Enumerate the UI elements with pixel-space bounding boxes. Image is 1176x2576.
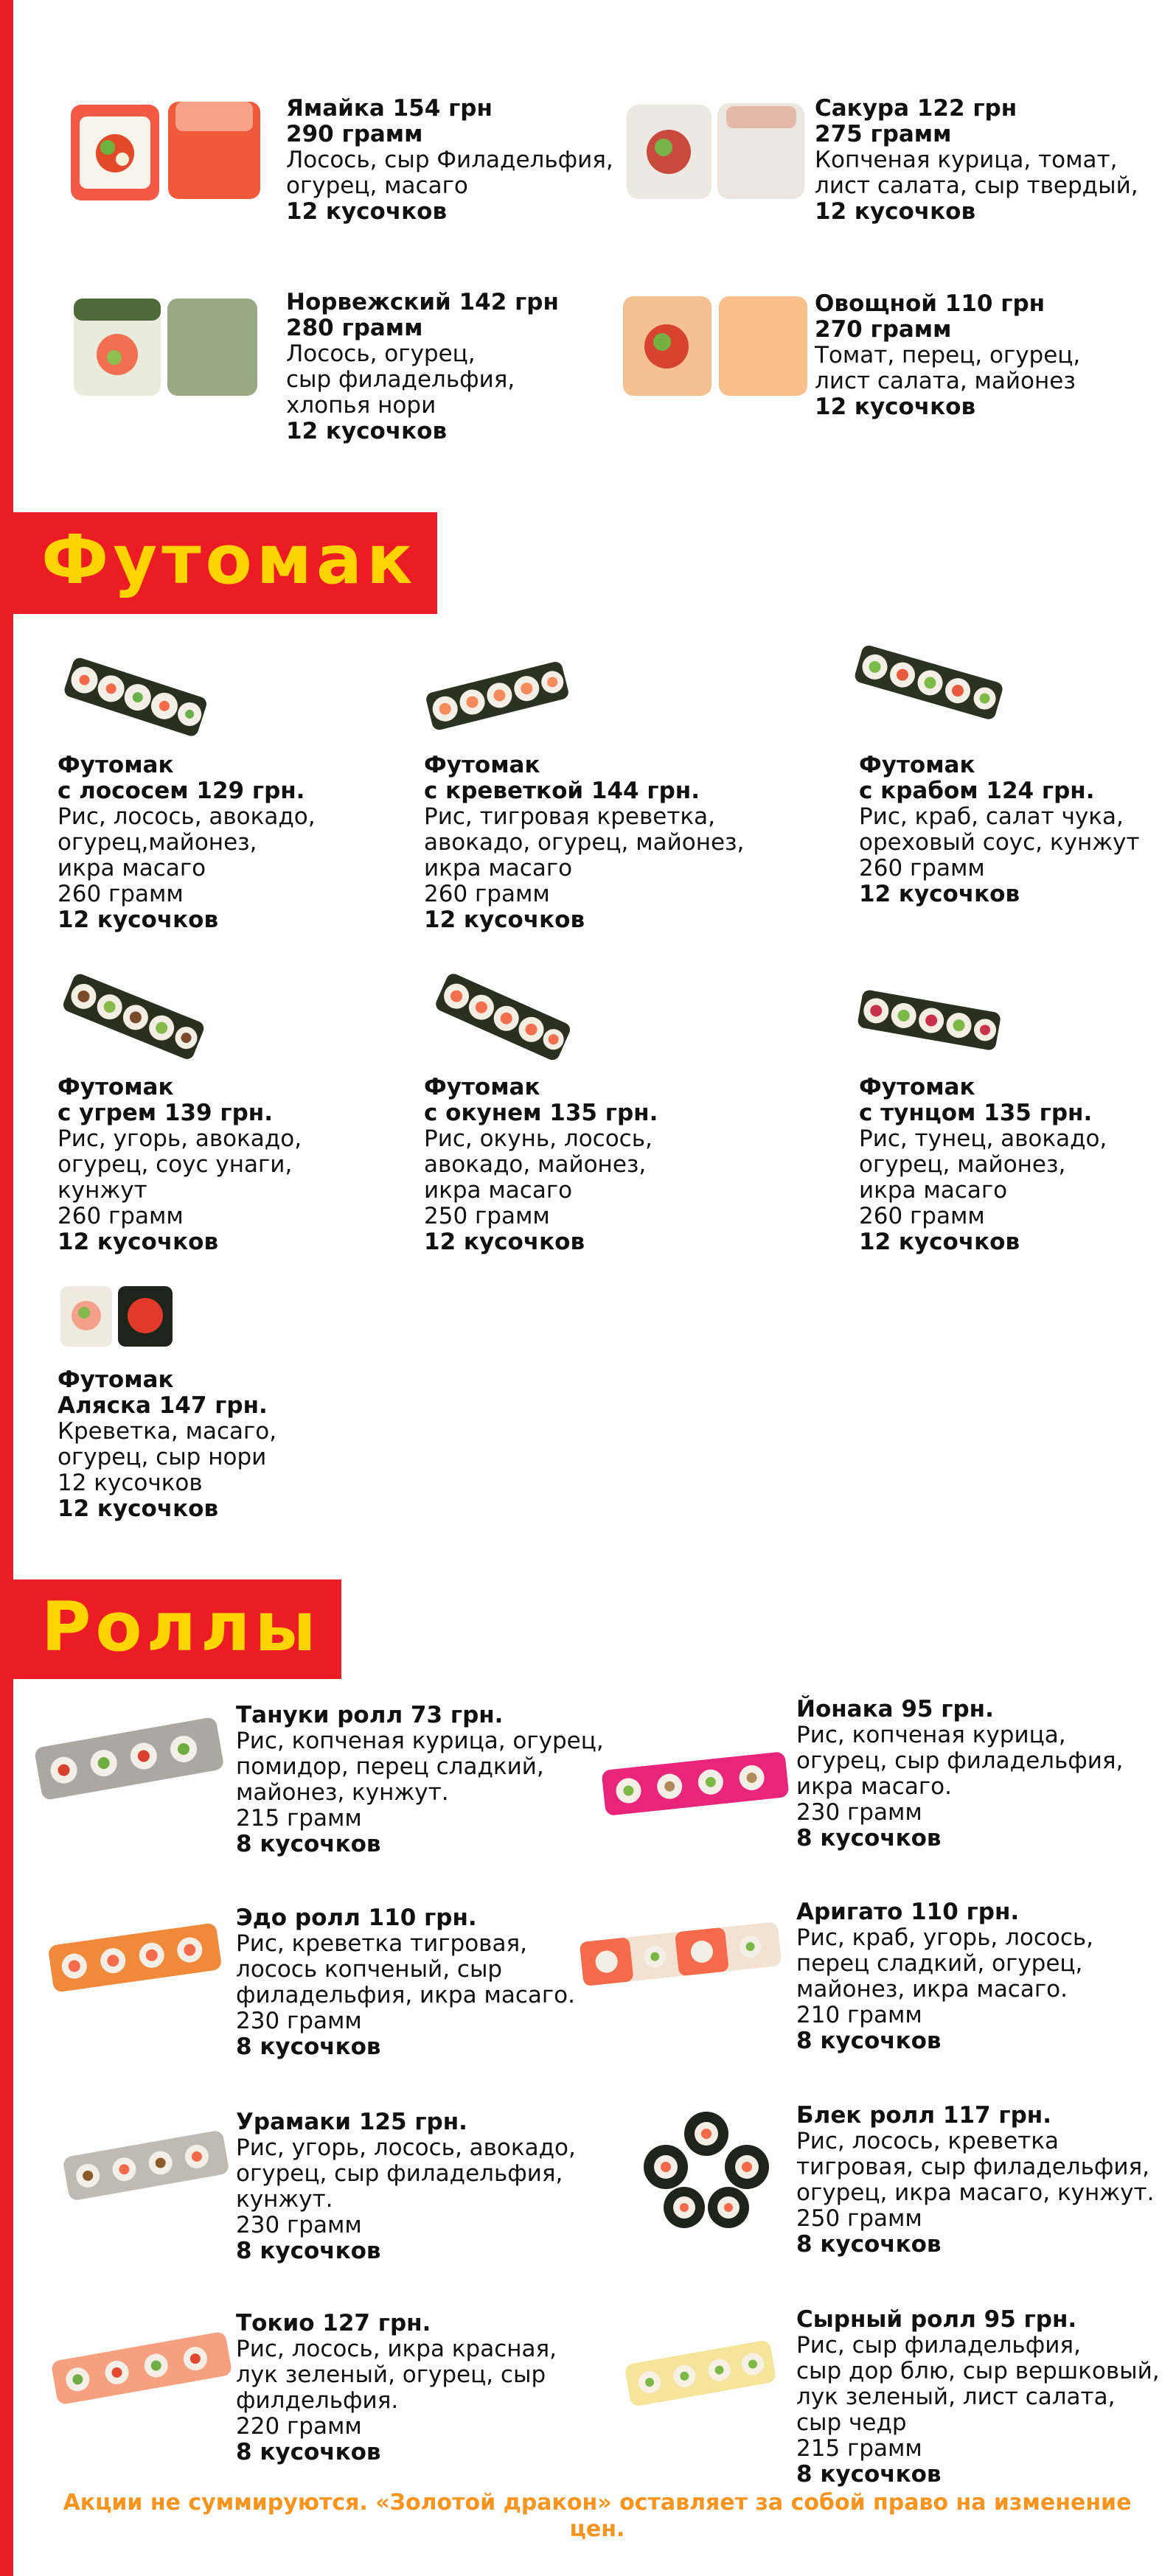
item-title: Овощной 110 грн bbox=[815, 290, 1045, 317]
item-desc: лук зеленый, лист салата, bbox=[796, 2384, 1116, 2410]
item-desc: авокадо, майонез, bbox=[424, 1151, 647, 1178]
norvezhsky-info bbox=[286, 290, 559, 444]
futomak-section-banner bbox=[13, 512, 437, 614]
item-title: Футомак bbox=[859, 752, 975, 778]
item-pieces: 12 кусочков bbox=[859, 881, 1020, 907]
item-desc: перец сладкий, огурец, bbox=[796, 1950, 1083, 1977]
item-pieces: 8 кусочков bbox=[796, 2461, 942, 2488]
item-desc: помидор, перец сладкий, bbox=[236, 1753, 544, 1780]
futomak-tuna-info bbox=[859, 1075, 1107, 1255]
uramaki-info bbox=[236, 2109, 576, 2264]
norvezhsky-photo bbox=[70, 291, 262, 402]
item-desc: 260 грамм bbox=[859, 1203, 985, 1229]
item-desc: 230 грамм bbox=[236, 2212, 362, 2238]
item-pieces: 8 кусочков bbox=[796, 1825, 942, 1851]
item-title: Урамаки 125 грн. bbox=[236, 2109, 467, 2135]
item-desc: Рис, копченая курица, огурец, bbox=[236, 1728, 604, 1754]
item-desc: Рис, сыр филадельфия, bbox=[796, 2332, 1081, 2359]
item-pieces: 8 кусочков bbox=[236, 1831, 381, 1857]
item-desc: Креветка, масаго, bbox=[58, 1418, 277, 1445]
item-desc: 230 грамм bbox=[236, 2008, 362, 2034]
item-title: с крабом 124 грн. bbox=[859, 778, 1095, 804]
item-desc: 230 грамм bbox=[796, 1799, 922, 1826]
item-desc: филдельфия. bbox=[236, 2387, 399, 2414]
futomak-eel-photo bbox=[55, 973, 210, 1065]
item-title: с окунем 135 грн. bbox=[424, 1100, 658, 1126]
item-desc: огурец, сыр филадельфия, bbox=[796, 1748, 1124, 1774]
item-title: Норвежский 142 грн bbox=[286, 289, 559, 315]
item-desc: икра масаго bbox=[424, 1177, 573, 1204]
item-title: Эдо ролл 110 грн. bbox=[236, 1905, 477, 1931]
item-desc: огурец, масаго bbox=[286, 172, 468, 199]
item-desc: 260 грамм bbox=[859, 855, 985, 882]
item-desc: Рис, краб, салат чука, bbox=[859, 803, 1124, 830]
item-title: Аригато 110 грн. bbox=[796, 1899, 1020, 1925]
item-pieces: 12 кусочков bbox=[286, 418, 448, 444]
item-title: Ямайка 154 грн bbox=[286, 95, 493, 122]
item-title: Футомак bbox=[424, 752, 540, 778]
futomak-alaska-photo bbox=[58, 1279, 175, 1352]
uramaki-photo bbox=[58, 2123, 234, 2207]
item-title: с тунцом 135 грн. bbox=[859, 1100, 1093, 1126]
item-pieces: 12 кусочков bbox=[286, 198, 448, 225]
item-desc: 250 грамм bbox=[796, 2205, 922, 2232]
item-desc: огурец, соус унаги, bbox=[58, 1151, 293, 1178]
item-desc: 260 грамм bbox=[58, 881, 184, 907]
item-desc: Рис, лосось, авокадо, bbox=[58, 803, 316, 830]
item-desc: тигровая, сыр филадельфия, bbox=[796, 2154, 1150, 2180]
item-desc: 215 грамм bbox=[796, 2435, 922, 2462]
item-desc: хлопья нори bbox=[286, 392, 436, 419]
item-desc: кунжут bbox=[58, 1177, 147, 1204]
item-desc: лук зеленый, огурец, сыр bbox=[236, 2362, 546, 2388]
item-desc: огурец,майонез, bbox=[58, 829, 257, 856]
yamaika-photo bbox=[65, 96, 264, 206]
item-desc: Рис, лосось, икра красная, bbox=[236, 2336, 557, 2362]
item-title: Йонака 95 грн. bbox=[796, 1696, 994, 1722]
blek-info bbox=[796, 2103, 1154, 2258]
futomak-crab-photo bbox=[848, 640, 1010, 728]
item-pieces: 12 кусочков bbox=[859, 1229, 1020, 1255]
sakura-info bbox=[815, 96, 1138, 225]
item-desc: 260 грамм bbox=[58, 1203, 184, 1229]
tokio-photo bbox=[46, 2325, 237, 2410]
item-desc: филадельфия, икра масаго. bbox=[236, 1982, 575, 2008]
item-desc: сыр чедр bbox=[796, 2409, 907, 2436]
item-title: Сакура 122 грн bbox=[815, 95, 1017, 122]
item-desc: лист салата, сыр твердый, bbox=[815, 172, 1138, 199]
item-desc: ореховый соус, кунжут bbox=[859, 829, 1140, 856]
item-weight: 290 грамм bbox=[286, 121, 423, 147]
item-desc: икра масаго. bbox=[796, 1773, 952, 1800]
item-desc: икра масаго bbox=[859, 1177, 1008, 1204]
item-desc: 260 грамм bbox=[424, 881, 550, 907]
futomak-salmon-photo bbox=[58, 655, 212, 743]
item-title: Футомак bbox=[58, 752, 174, 778]
item-desc: майонез, икра масаго. bbox=[796, 1976, 1068, 2003]
item-pieces: 12 кусочков bbox=[58, 1229, 219, 1255]
footer-disclaimer: Акции не суммируются. «Золотой дракон» оставляет за собой право на изменение цен. bbox=[63, 2490, 1132, 2542]
item-desc: Рис, краб, угорь, лосось, bbox=[796, 1924, 1094, 1951]
item-pieces: 8 кусочков bbox=[796, 2231, 942, 2258]
item-title: Сырный ролл 95 грн. bbox=[796, 2306, 1077, 2333]
item-title: Футомак bbox=[58, 1366, 174, 1393]
item-desc: икра масаго bbox=[424, 855, 573, 882]
tanuki-photo bbox=[29, 1710, 229, 1806]
rolly-section-banner bbox=[13, 1580, 341, 1679]
item-desc: Рис, лосось, креветка bbox=[796, 2128, 1060, 2154]
item-pieces: 8 кусочков bbox=[236, 2238, 381, 2264]
item-desc: Рис, копченая курица, bbox=[796, 1722, 1066, 1748]
item-desc: огурец, майонез, bbox=[859, 1151, 1066, 1178]
arigato-photo bbox=[574, 1913, 787, 1994]
item-desc: лист салата, майонез bbox=[815, 368, 1076, 394]
item-desc: Рис, угорь, авокадо, bbox=[58, 1125, 302, 1152]
item-title: Аляска 147 грн. bbox=[58, 1392, 268, 1419]
item-title: Тануки ролл 73 грн. bbox=[236, 1702, 504, 1728]
item-title: с угрем 139 грн. bbox=[58, 1100, 274, 1126]
tokio-info bbox=[236, 2311, 557, 2465]
item-desc: Рис, креветка тигровая, bbox=[236, 1930, 527, 1957]
blek-photo bbox=[633, 2104, 780, 2230]
sakura-photo bbox=[623, 96, 807, 206]
item-title: Футомак bbox=[58, 1074, 174, 1100]
item-weight: 270 грамм bbox=[815, 316, 952, 343]
item-desc: 12 кусочков bbox=[58, 1470, 203, 1496]
item-pieces: 12 кусочков bbox=[424, 1229, 585, 1255]
item-title: с лососем 129 грн. bbox=[58, 778, 305, 804]
item-desc: 220 грамм bbox=[236, 2413, 362, 2440]
ovoschnoy-info bbox=[815, 291, 1080, 420]
tanuki-info bbox=[236, 1703, 604, 1857]
item-desc: Рис, окунь, лосось, bbox=[424, 1125, 653, 1152]
futomak-perch-photo bbox=[428, 973, 575, 1065]
item-desc: Лосось, сыр Филадельфия, bbox=[286, 147, 613, 173]
item-desc: сыр филадельфия, bbox=[286, 366, 515, 393]
futomak-alaska-info bbox=[58, 1367, 276, 1522]
item-desc: огурец, сыр филадельфия, bbox=[236, 2160, 563, 2187]
item-title: Блек ролл 117 грн. bbox=[796, 2102, 1051, 2129]
arigato-info bbox=[796, 1899, 1093, 2054]
item-desc: Лосось, огурец, bbox=[286, 341, 476, 367]
item-desc: икра масаго bbox=[58, 855, 206, 882]
item-pieces: 12 кусочков bbox=[424, 907, 585, 933]
futomak-eel-info bbox=[58, 1075, 302, 1255]
item-title: Футомак bbox=[424, 1074, 540, 1100]
item-pieces: 12 кусочков bbox=[58, 1495, 219, 1522]
futomak-tuna-photo bbox=[852, 980, 1006, 1061]
futomak-shrimp-info bbox=[424, 753, 744, 933]
item-weight: 275 грамм bbox=[815, 121, 952, 147]
item-pieces: 8 кусочков bbox=[236, 2439, 381, 2465]
item-desc: Копченая курица, томат, bbox=[815, 147, 1118, 173]
item-desc: сыр дор блю, сыр вершковый, bbox=[796, 2358, 1160, 2384]
left-accent-bar bbox=[0, 0, 13, 2576]
item-desc: огурец, сыр нори bbox=[58, 1444, 267, 1470]
futomak-perch-info bbox=[424, 1075, 658, 1255]
futomak-salmon-info bbox=[58, 753, 316, 933]
section-heading: Роллы bbox=[41, 1588, 321, 1666]
item-desc: 215 грамм bbox=[236, 1805, 362, 1832]
yonaka-info bbox=[796, 1697, 1123, 1851]
edo-photo bbox=[43, 1915, 227, 2000]
item-desc: авокадо, огурец, майонез, bbox=[424, 829, 745, 856]
item-title: Футомак bbox=[859, 1074, 975, 1100]
yamaika-info bbox=[286, 96, 613, 225]
item-desc: Рис, угорь, лосось, авокадо, bbox=[236, 2135, 576, 2161]
item-title: с креветкой 144 грн. bbox=[424, 778, 700, 804]
item-desc: кунжут. bbox=[236, 2186, 333, 2213]
item-weight: 280 грамм bbox=[286, 315, 423, 341]
futomak-shrimp-photo bbox=[420, 655, 575, 739]
futomak-crab-info bbox=[859, 753, 1140, 907]
syrny-photo bbox=[619, 2333, 782, 2414]
item-desc: Рис, тунец, авокадо, bbox=[859, 1125, 1107, 1152]
item-desc: 250 грамм bbox=[424, 1203, 550, 1229]
item-pieces: 12 кусочков bbox=[58, 907, 219, 933]
item-desc: лосось копченый, сыр bbox=[236, 1956, 503, 1983]
section-heading: Футомак bbox=[41, 520, 417, 599]
syrny-info bbox=[796, 2307, 1160, 2488]
item-pieces: 12 кусочков bbox=[815, 198, 976, 225]
item-title: Токио 127 грн. bbox=[236, 2310, 431, 2336]
item-pieces: 8 кусочков bbox=[796, 2028, 942, 2054]
item-desc: огурец, икра масаго, кунжут. bbox=[796, 2179, 1155, 2206]
item-desc: 210 грамм bbox=[796, 2002, 922, 2028]
item-pieces: 12 кусочков bbox=[815, 394, 976, 420]
item-desc: Томат, перец, огурец, bbox=[815, 342, 1081, 369]
yonaka-photo bbox=[596, 1743, 795, 1824]
edo-info bbox=[236, 1905, 575, 2060]
item-desc: майонез, кунжут. bbox=[236, 1779, 449, 1806]
ovoschnoy-photo bbox=[619, 287, 811, 402]
item-pieces: 8 кусочков bbox=[236, 2034, 381, 2060]
item-desc: Рис, тигровая креветка, bbox=[424, 803, 715, 830]
